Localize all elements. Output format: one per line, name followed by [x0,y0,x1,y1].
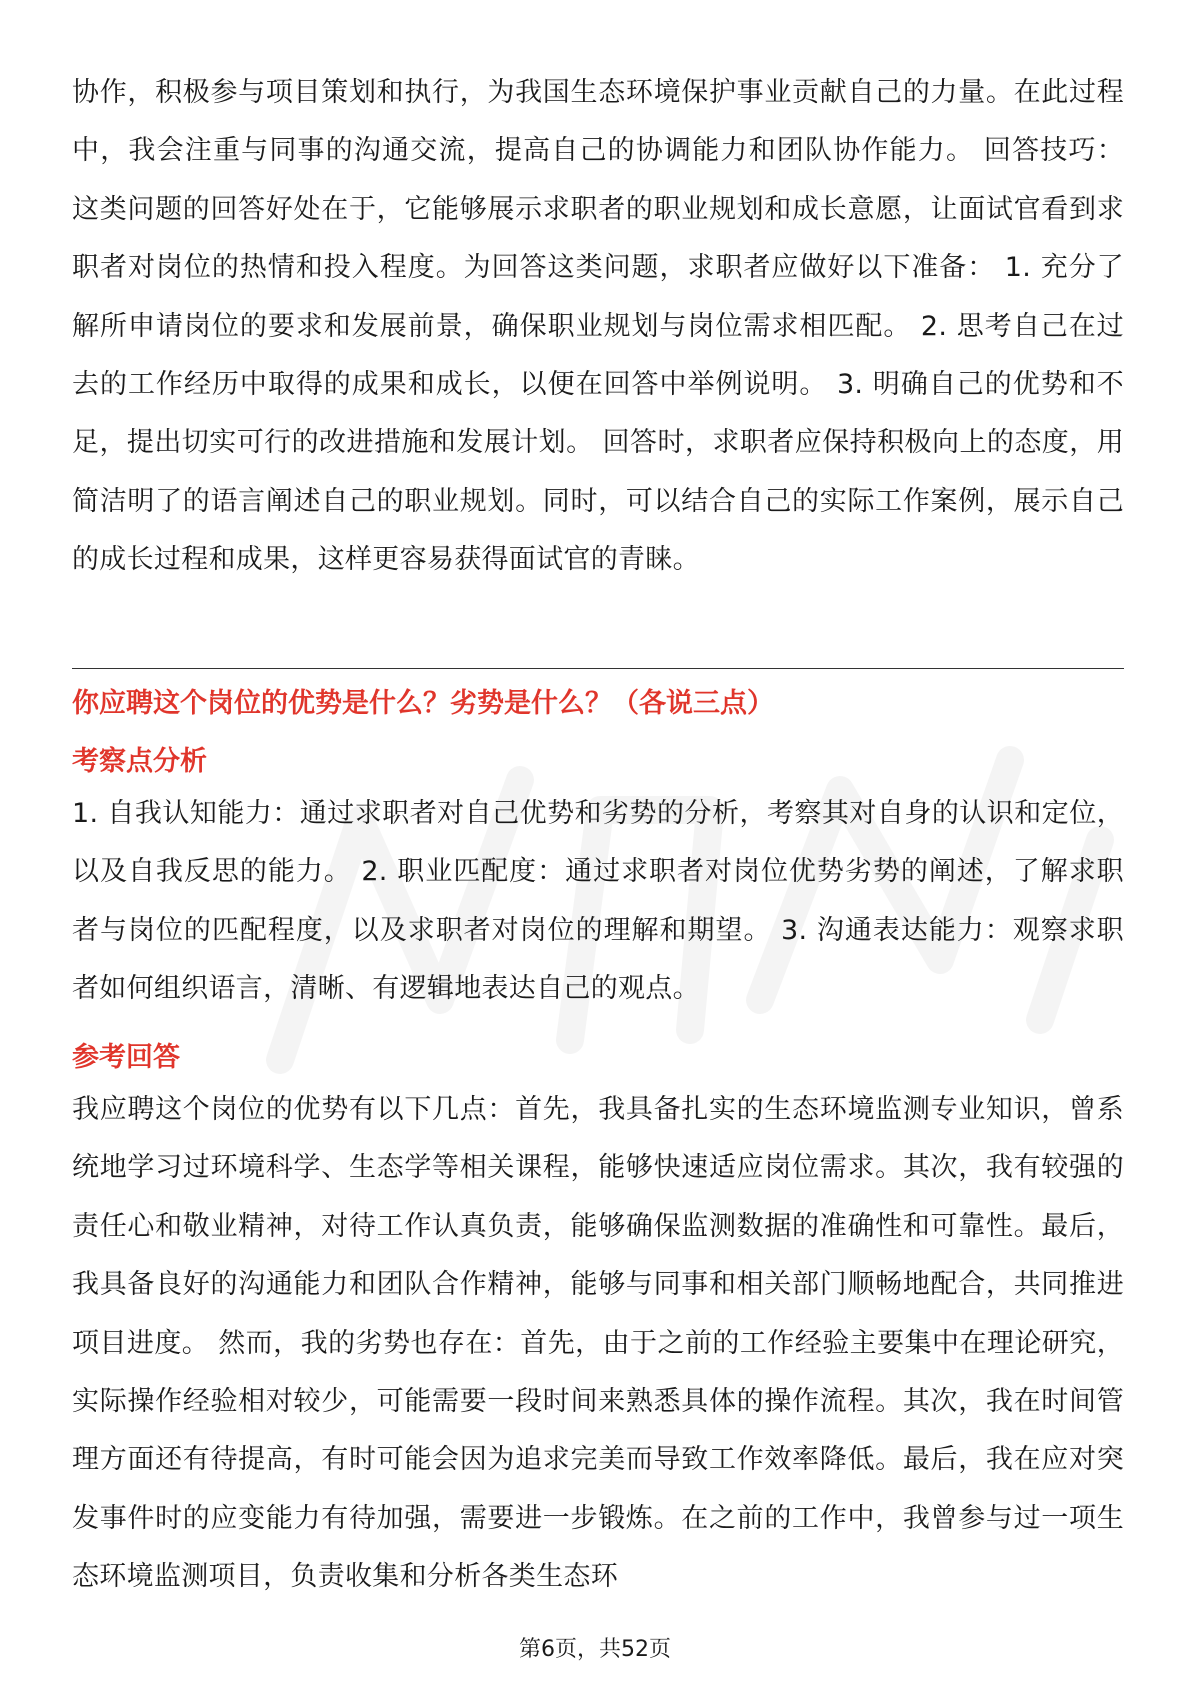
question-title: 你应聘这个岗位的优势是什么？劣势是什么？（各说三点） [72,688,774,719]
intro-paragraph: 协作，积极参与项目策划和执行，为我国生态环境保护事业贡献自己的力量。在此过程中，我会注重与同事的沟通交流，提高自己的协调能力和团队协作能力。 回答技巧： 这类问题的回答好处在于，它能够展示求职者的职业规划和成长意愿，让面试官看到求职者对岗位的热情和投入程度。为回答这类问题，求职者应做好以下准备： 1. 充分了解所申请岗位的要求和发展前景，确保职业规划与岗位需求相匹配。 2. 思考自己在过去的工作经历中取得的成果和成长，以便在回答中举例说明。 3. 明确自己的优势和不足，提出切实可行的改进措施和发展计划。 回答时，求职者应保持积极向上的态度，用简洁明了的语言阐述自己的职业规划。同时，可以结合自己的实际工作案例，展示自己的成长过程和成果，这样更容易获得面试官的青睐。 [72,77,1124,576]
section-divider [72,668,1124,669]
page-footer: 第6页，共52页 [519,1637,671,1662]
analysis-paragraph: 1. 自我认知能力：通过求职者对自己优势和劣势的分析，考察其对自身的认识和定位，以及自我反思的能力。 2. 职业匹配度：通过求职者对岗位优势劣势的阐述，了解求职者与岗位的匹配程度，以及求职者对岗位的理解和期望。 3. 沟通表达能力：观察求职者如何组织语言，清晰、有逻辑地表达自己的观点。 [72,798,1124,1005]
answer-heading: 参考回答 [72,1042,180,1073]
answer-paragraph: 我应聘这个岗位的优势有以下几点：首先，我具备扎实的生态环境监测专业知识，曾系统地学习过环境科学、生态学等相关课程，能够快速适应岗位需求。其次，我有较强的责任心和敬业精神，对待工作认真负责，能够确保监测数据的准确性和可靠性。最后，我具备良好的沟通能力和团队合作精神，能够与同事和相关部门顺畅地配合，共同推进项目进度。 然而，我的劣势也存在：首先，由于之前的工作经验主要集中在理论研究，实际操作经验相对较少，可能需要一段时间来熟悉具体的操作流程。其次，我在时间管理方面还有待提高，有时可能会因为追求完美而导致工作效率降低。最后，我在应对突发事件时的应变能力有待加强，需要进一步锻炼。在之前的工作中，我曾参与过一项生态环境监测项目，负责收集和分析各类生态环 [72,1094,1124,1593]
analysis-heading: 考察点分析 [72,746,207,777]
document-page [72,0,1124,1684]
